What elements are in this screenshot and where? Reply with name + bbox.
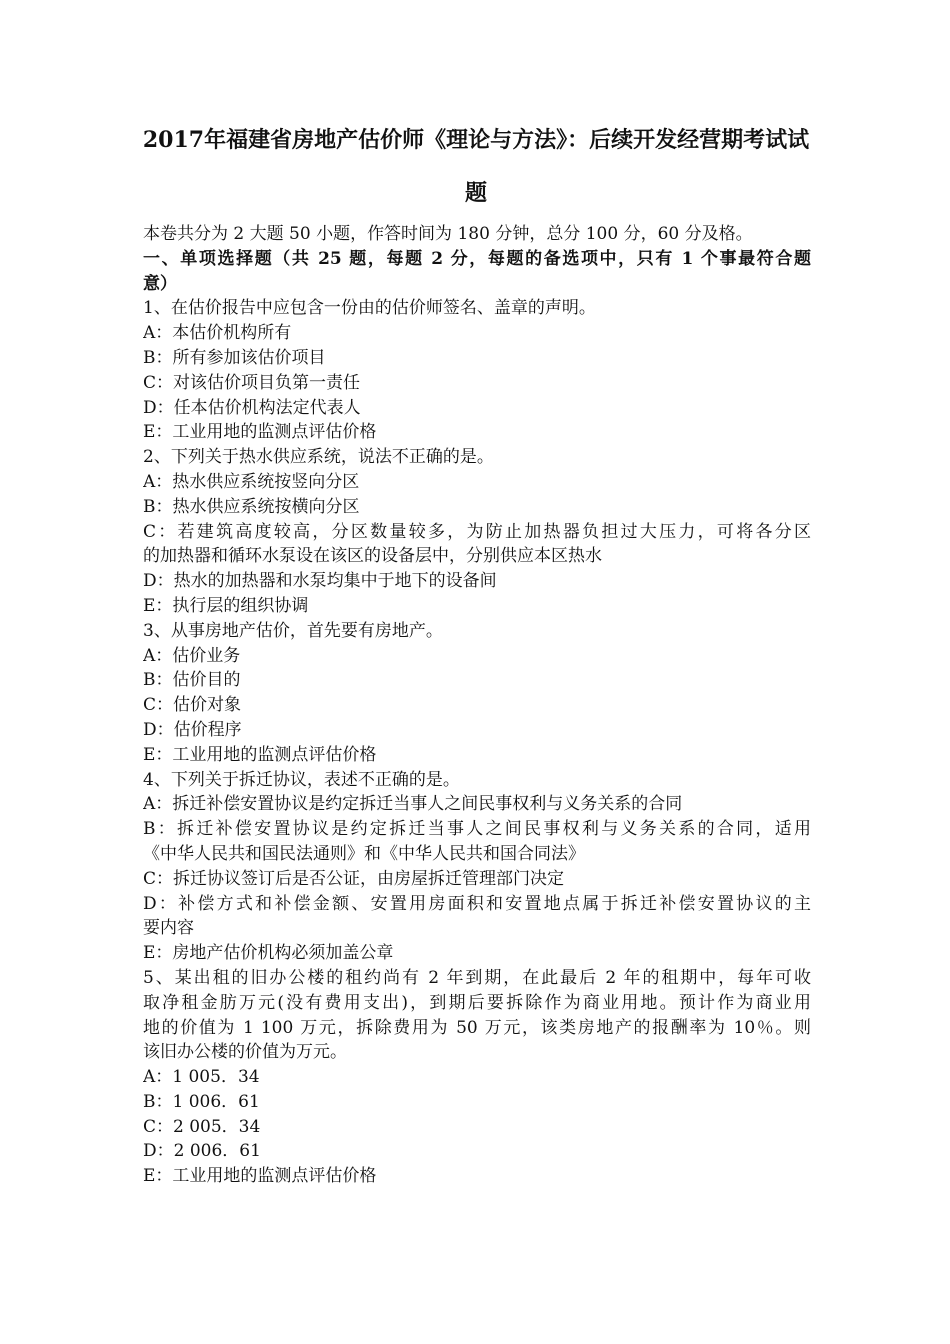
question-5-stem-line4: 该旧办公楼的价值为万元。 xyxy=(143,1042,347,1063)
question-4-option-d-line1: D：补偿方式和补偿金额、安置用房面积和安置地点属于拆迁补偿安置协议的主 xyxy=(143,893,811,914)
question-2-option-b: B：热水供应系统按横向分区 xyxy=(143,496,360,517)
question-2-option-c-line1: C：若建筑高度较高，分区数量较多，为防止加热器负担过大压力，可将各分区 xyxy=(143,521,811,542)
question-5-option-a: A：1 005．34 xyxy=(143,1067,260,1088)
question-5-option-e: E：工业用地的监测点评估价格 xyxy=(143,1166,377,1187)
section-heading-line1: 一、单项选择题（共 25 题，每题 2 分，每题的备选项中，只有 1 个事最符合题 xyxy=(143,248,811,269)
question-2-option-c-line2: 的加热器和循环水泵设在该区的设备层中，分别供应本区热水 xyxy=(143,546,602,567)
document-title-line1: 2017年福建省房地产估价师《理论与方法》：后续开发经营期考试试 xyxy=(142,127,810,153)
document-body xyxy=(143,222,811,1189)
question-1-option-e: E：工业用地的监测点评估价格 xyxy=(143,422,377,443)
question-5-option-d: D：2 006．61 xyxy=(143,1141,261,1162)
question-1-option-c: C：对该估价项目负第一责任 xyxy=(143,372,361,393)
question-4-option-d-line2: 要内容 xyxy=(143,918,194,939)
question-1-stem: 1、在估价报告中应包含一份由的估价师签名、盖章的声明。 xyxy=(143,298,596,319)
question-3-option-d: D：估价程序 xyxy=(143,719,242,740)
question-1-option-a: A：本估价机构所有 xyxy=(143,323,292,344)
question-2-option-a: A：热水供应系统按竖向分区 xyxy=(143,471,360,492)
question-5-option-c: C：2 005．34 xyxy=(143,1116,261,1137)
question-3-option-b: B：估价目的 xyxy=(143,670,241,691)
question-3-option-c: C：估价对象 xyxy=(143,695,242,716)
question-5-option-b: B：1 006．61 xyxy=(143,1091,260,1112)
question-5-stem-line3: 地的价值为 1 100 万元，拆除费用为 50 万元，该类房地产的报酬率为 10％。则 xyxy=(143,1017,811,1038)
question-2-option-e: E：执行层的组织协调 xyxy=(143,595,309,616)
question-5-stem-line1: 5、某出租的旧办公楼的租约尚有 2 年到期，在此最后 2 年的租期中，每年可收 xyxy=(143,967,811,988)
question-4-option-b-line1: B：拆迁补偿安置协议是约定拆迁当事人之间民事权利与义务关系的合同，适用 xyxy=(143,819,811,840)
question-3-option-a: A：估价业务 xyxy=(143,645,241,666)
question-4-option-a: A：拆迁补偿安置协议是约定拆迁当事人之间民事权利与义务关系的合同 xyxy=(143,794,683,815)
document-title-line2: 题 xyxy=(464,180,487,206)
question-1-option-b: B：所有参加该估价项目 xyxy=(143,347,326,368)
question-1-option-d: D：任本估价机构法定代表人 xyxy=(143,397,361,418)
question-2-stem: 2、下列关于热水供应系统，说法不正确的是。 xyxy=(143,447,494,468)
question-list xyxy=(143,296,811,1189)
question-4-stem: 4、下列关于拆迁协议，表述不正确的是。 xyxy=(143,769,460,790)
exam-intro: 本卷共分为 2 大题 50 小题，作答时间为 180 分钟，总分 100 分，60 分及格。 xyxy=(143,224,753,244)
question-3-option-e: E：工业用地的监测点评估价格 xyxy=(143,744,377,765)
question-4-option-b-line2: 《中华人民共和国民法通则》和《中华人民共和国合同法》 xyxy=(143,843,585,864)
section-heading-line2: 意） xyxy=(143,273,177,294)
question-5-stem-line2: 取净租金肪万元(没有费用支出)，到期后要拆除作为商业用地。预计作为商业用 xyxy=(143,992,811,1013)
question-3-stem: 3、从事房地产估价，首先要有房地产。 xyxy=(143,620,443,641)
question-2-option-d: D：热水的加热器和水泵均集中于地下的设备间 xyxy=(143,571,497,592)
question-4-option-e: E：房地产估价机构必须加盖公章 xyxy=(143,943,394,964)
question-4-option-c: C：拆迁协议签订后是否公证，由房屋拆迁管理部门决定 xyxy=(143,868,565,889)
